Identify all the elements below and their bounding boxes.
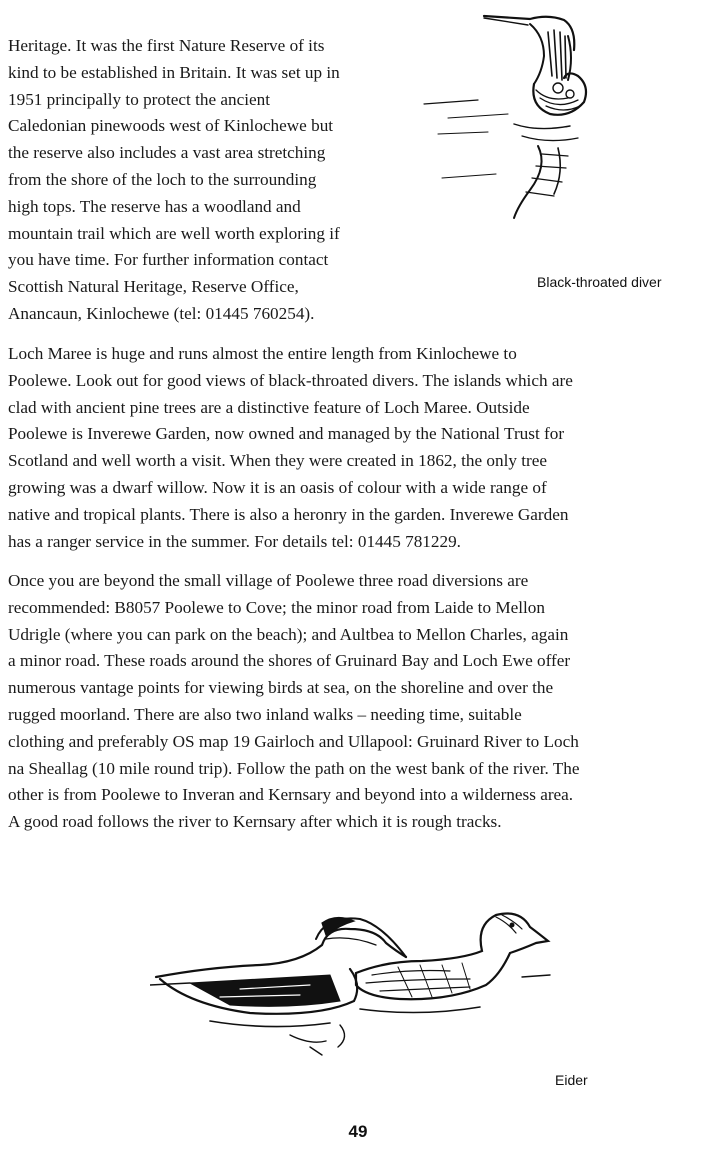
text-line: Scotland and well worth a visit. When they were created in 1862, the only tree	[8, 451, 548, 471]
paragraph-loch-maree	[8, 341, 573, 555]
text-line: clad with ancient pine trees are a distinctive feature of Loch Maree. Outside	[8, 397, 530, 417]
text-line: other is from Poolewe to Inveran and Kernsary and beyond into a wilderness area.	[8, 785, 574, 805]
text-line: from the shore of the loch to the surrounding	[8, 169, 317, 189]
text-line: rugged moorland. There are also two inland walks – needing time, suitable	[8, 704, 522, 724]
text-line: A good road follows the river to Kernsary after which it is rough tracks.	[8, 812, 502, 832]
text-line: na Sheallag (10 mile round trip). Follow the path on the west bank of the river. The	[8, 758, 580, 778]
text-line: mountain trail which are well worth exploring if	[8, 223, 340, 243]
text-line: Anancaun, Kinlochewe (tel: 01445 760254).	[8, 303, 315, 323]
text-line: clothing and preferably OS map 19 Gairloch and Ullapool: Gruinard River to Loch	[8, 731, 579, 751]
text-line: Caledonian pinewoods west of Kinlochewe but	[8, 116, 334, 136]
paragraph-reserve	[8, 33, 340, 328]
text-line: a minor road. These roads around the shores of Gruinard Bay and Loch Ewe offer	[8, 651, 571, 671]
text-line: kind to be established in Britain. It was set up in	[8, 62, 340, 82]
text-line: 1951 principally to protect the ancient	[8, 89, 271, 109]
text-line: native and tropical plants. There is also a heronry in the garden. Inverewe Garden	[8, 504, 569, 524]
diver-caption: Black-throated diver	[537, 274, 662, 290]
text-line: you have time. For further information contact	[8, 250, 329, 270]
page-number: 49	[348, 1122, 368, 1141]
eider-caption: Eider	[555, 1072, 588, 1088]
text-line: Poolewe is Inverewe Garden, now owned and managed by the National Trust for	[8, 424, 565, 444]
text-line: Heritage. It was the first Nature Reserve of its	[8, 36, 325, 55]
text-line: Loch Maree is huge and runs almost the entire length from Kinlochewe to	[8, 344, 517, 363]
black-throated-diver-illustration	[418, 6, 588, 221]
text-line: numerous vantage points for viewing birds at sea, on the shoreline and over the	[8, 678, 554, 698]
text-line: the reserve also includes a vast area stretching	[8, 143, 326, 163]
text-line: has a ranger service in the summer. For details tel: 01445 781229.	[8, 531, 461, 551]
eider-illustration	[150, 905, 560, 1060]
text-line: recommended: B8057 Poolewe to Cove; the minor road from Laide to Mellon	[8, 597, 545, 617]
text-line: Scottish Natural Heritage, Reserve Office,	[8, 277, 299, 297]
text-line: Udrigle (where you can park on the beach); and Aultbea to Mellon Charles, again	[8, 624, 569, 644]
text-line: Once you are beyond the small village of Poolewe three road diversions are	[8, 571, 529, 590]
text-line: Poolewe. Look out for good views of black-throated divers. The islands which are	[8, 370, 573, 390]
text-line: high tops. The reserve has a woodland and	[8, 196, 301, 216]
text-line: growing was a dwarf willow. Now it is an oasis of colour with a wide range of	[8, 477, 547, 497]
paragraph-poolewe-roads	[8, 568, 580, 836]
